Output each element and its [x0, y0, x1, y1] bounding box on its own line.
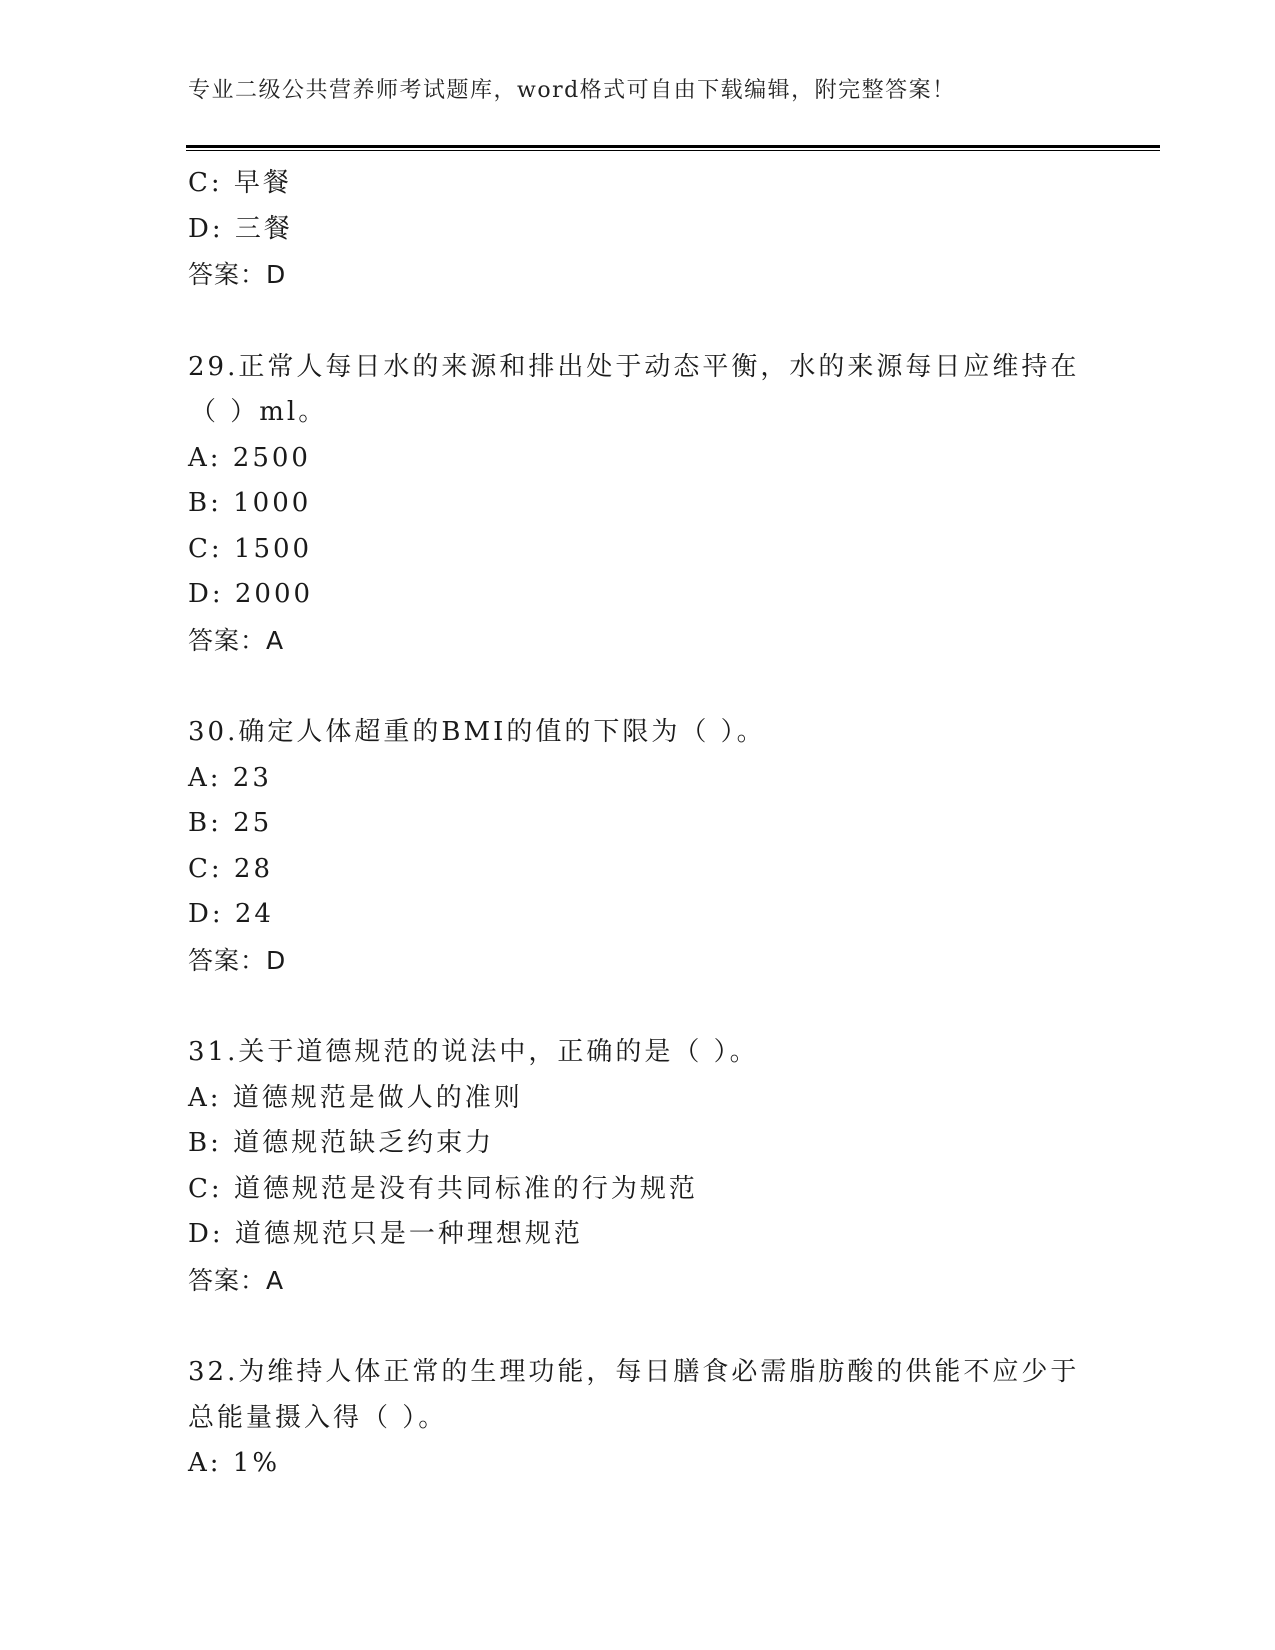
option-a: A: 道德规范是做人的准则	[188, 1082, 523, 1113]
option-d: D: 三餐	[188, 213, 293, 244]
question-list	[188, 161, 1088, 1487]
option-b: B: 道德规范缺乏约束力	[188, 1128, 495, 1158]
header-rule-thick	[186, 145, 1160, 148]
question-stem: 29.正常人每日水的来源和排出处于动态平衡，水的来源每日应维持在	[188, 351, 1080, 382]
option-a: A: 23	[188, 762, 272, 793]
option-b: B: 1000	[188, 488, 312, 518]
question-31	[188, 1030, 1088, 1303]
option-d: D: 2000	[188, 579, 314, 609]
header-rule-thin	[186, 150, 1160, 151]
question-29	[188, 345, 1088, 664]
question-30	[188, 710, 1088, 983]
question-stem-continued: 总能量摄入得（ ）。	[188, 1402, 448, 1433]
option-a: A: 2500	[188, 442, 311, 473]
spacer	[188, 1303, 1088, 1350]
option-c: C: 道德规范是没有共同标准的行为规范	[188, 1173, 698, 1204]
question-stem: 31.关于道德规范的说法中，正确的是（ ）。	[188, 1037, 759, 1067]
question-stem-continued: （ ）ml。	[190, 397, 328, 427]
option-d: D: 道德规范只是一种理想规范	[188, 1219, 583, 1249]
question-stem: 32.为维持人体正常的生理功能，每日膳食必需脂肪酸的供能不应少于	[188, 1357, 1080, 1387]
option-b: B: 25	[188, 808, 273, 838]
question-stem: 30.确定人体超重的BMI的值的下限为（ ）。	[188, 717, 766, 747]
spacer	[188, 663, 1088, 710]
answer-line: 答案：D	[188, 945, 287, 975]
option-a: A: 1%	[188, 1448, 281, 1478]
option-c: C: 早餐	[188, 168, 292, 198]
answer-line: 答案：D	[188, 260, 287, 289]
question-32	[188, 1350, 1088, 1487]
option-d: D: 24	[188, 899, 274, 929]
answer-line: 答案：A	[188, 625, 285, 655]
page-header: 专业二级公共营养师考试题库，word格式可自由下载编辑，附完整答案！	[188, 78, 956, 103]
spacer	[188, 298, 1088, 345]
question-continued	[188, 161, 1088, 298]
option-c: C: 1500	[188, 533, 313, 564]
option-c: C: 28	[188, 853, 274, 884]
answer-line: 答案：A	[188, 1265, 285, 1295]
spacer	[188, 983, 1088, 1030]
